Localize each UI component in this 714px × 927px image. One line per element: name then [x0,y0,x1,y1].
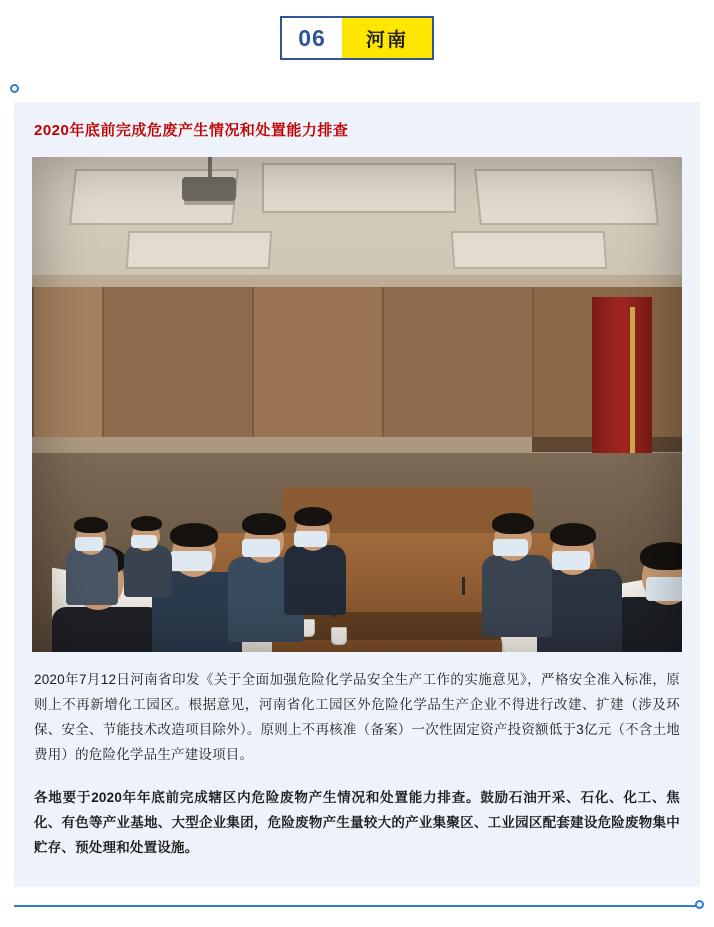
wall-panel [382,287,536,437]
section-badge [280,16,434,60]
divider-line [14,905,700,907]
water-cup [331,627,347,645]
section-region-label: 河南 [342,18,432,58]
ceiling-panel [262,163,456,213]
wall-panel [102,287,256,437]
red-curtain [592,297,652,457]
article-card [14,102,700,887]
ceiling-panel [474,169,659,225]
article-photo [32,157,682,652]
ceiling [32,157,682,277]
article-paragraph-2: 各地要于2020年年底前完成辖区内危险废物产生情况和处置能力排查。鼓励石油开采、石化、化工、焦化、有色等产业基地、大型企业集团，危险废物产生量较大的产业集聚区、工业园区配套建设危险废物集中贮存、预处理和处置设施。 [34,789,680,855]
projector-icon [182,177,236,201]
footer-divider [0,887,714,927]
ceiling-panel [126,231,273,269]
article-paragraph-1: 2020年7月12日河南省印发《关于全面加强危险化学品安全生产工作的实施意见》，严格安全准入标准，原则上不再新增化工园区。根据意见，河南省化工园区外危险化学品生产企业不得进行改建、扩建（涉及环保、安全、节能技术改造项目除外）。原则上不再核准（备案）一次性固定资产投资额低于3亿元（不含土地费用）的危险化学品生产建设项目。 [34,672,680,762]
wall-panel [32,287,106,437]
decorative-dot-icon [695,900,704,909]
ceiling-panel [451,231,608,269]
flag-pole [630,307,635,472]
page-title: 2020年底前完成危废产生情况和处置能力排查 [34,122,349,139]
microphone-icon [462,577,465,595]
wall-panel [252,287,386,437]
projector-mount [208,157,212,179]
section-number: 06 [282,18,342,58]
header [0,0,714,60]
decorative-dot-icon [10,84,19,93]
